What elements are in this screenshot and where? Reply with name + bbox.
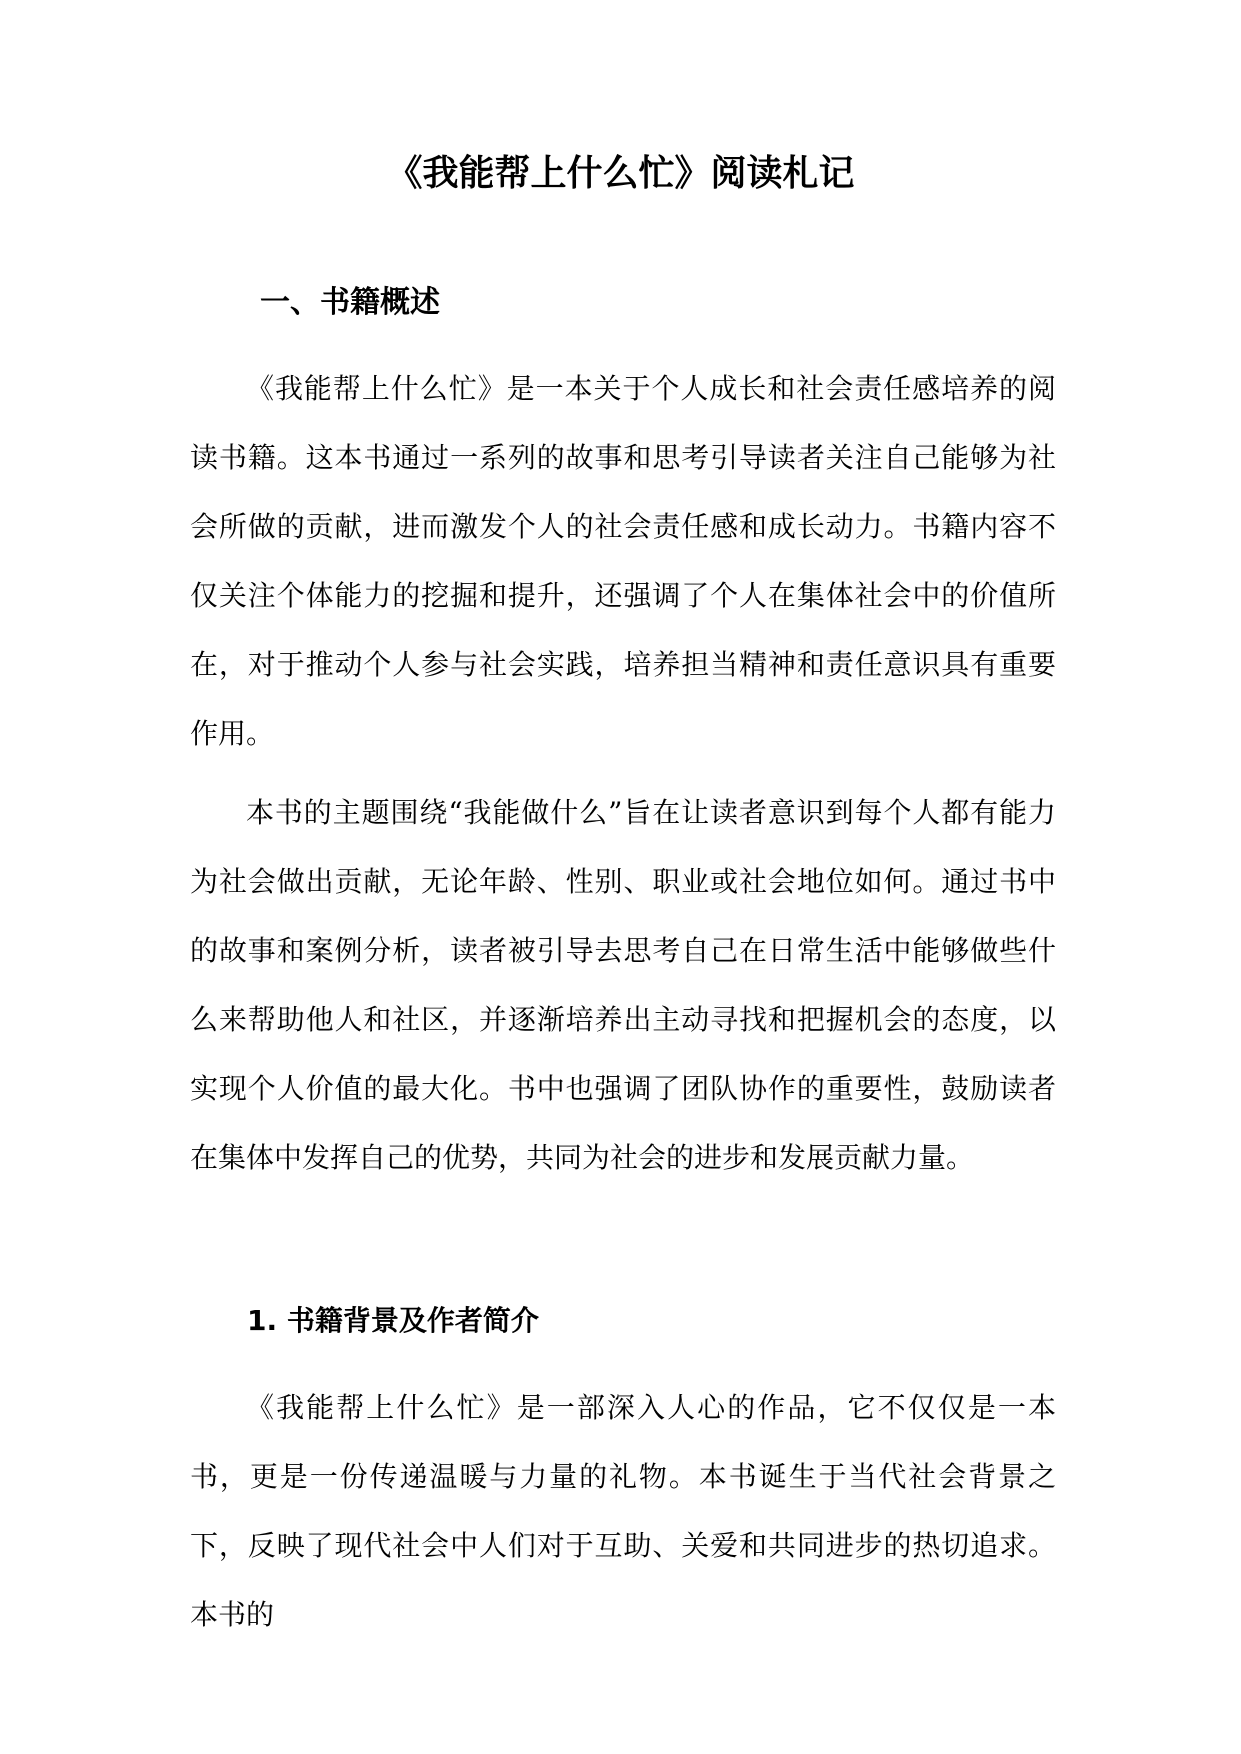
document-title: 《我能帮上什么忙》阅读札记 [386,153,855,194]
paragraph-overview-1: 《我能帮上什么忙》是一本关于个人成长和社会责任感培养的阅读书籍。这本书通过一系列的故事和思考引导读者关注自己能够为社会所做的贡献，进而激发个人的社会责任感和成长动力。书籍内容不仅关注个体能力的挖掘和提升，还强调了个人在集体社会中的价值所在，对于推动个人参与社会实践，培养担当精神和责任意识具有重要作用。 [190,372,1056,750]
paragraph-overview-2: 本书的主题围绕“我能做什么”旨在让读者意识到每个人都有能力为社会做出贡献，无论年龄、性别、职业或社会地位如何。通过书中的故事和案例分析，读者被引导去思考自己在日常生活中能够做些什么来帮助他人和社区，并逐渐培养出主动寻找和把握机会的态度，以实现个人价值的最大化。书中也强调了团队协作的重要性，鼓励读者在集体中发挥自己的优势，共同为社会的进步和发展贡献力量。 [190,796,1056,1174]
paragraph-background-1: 《我能帮上什么忙》是一部深入人心的作品，它不仅仅是一本书，更是一份传递温暖与力量的礼物。本书诞生于当代社会背景之下，反映了现代社会中人们对于互助、关爱和共同进步的热切追求。本书的 [190,1391,1056,1631]
section-heading-overview: 一、书籍概述 [260,285,440,320]
subsection-heading-background: 1. 书籍背景及作者简介 [247,1304,539,1337]
